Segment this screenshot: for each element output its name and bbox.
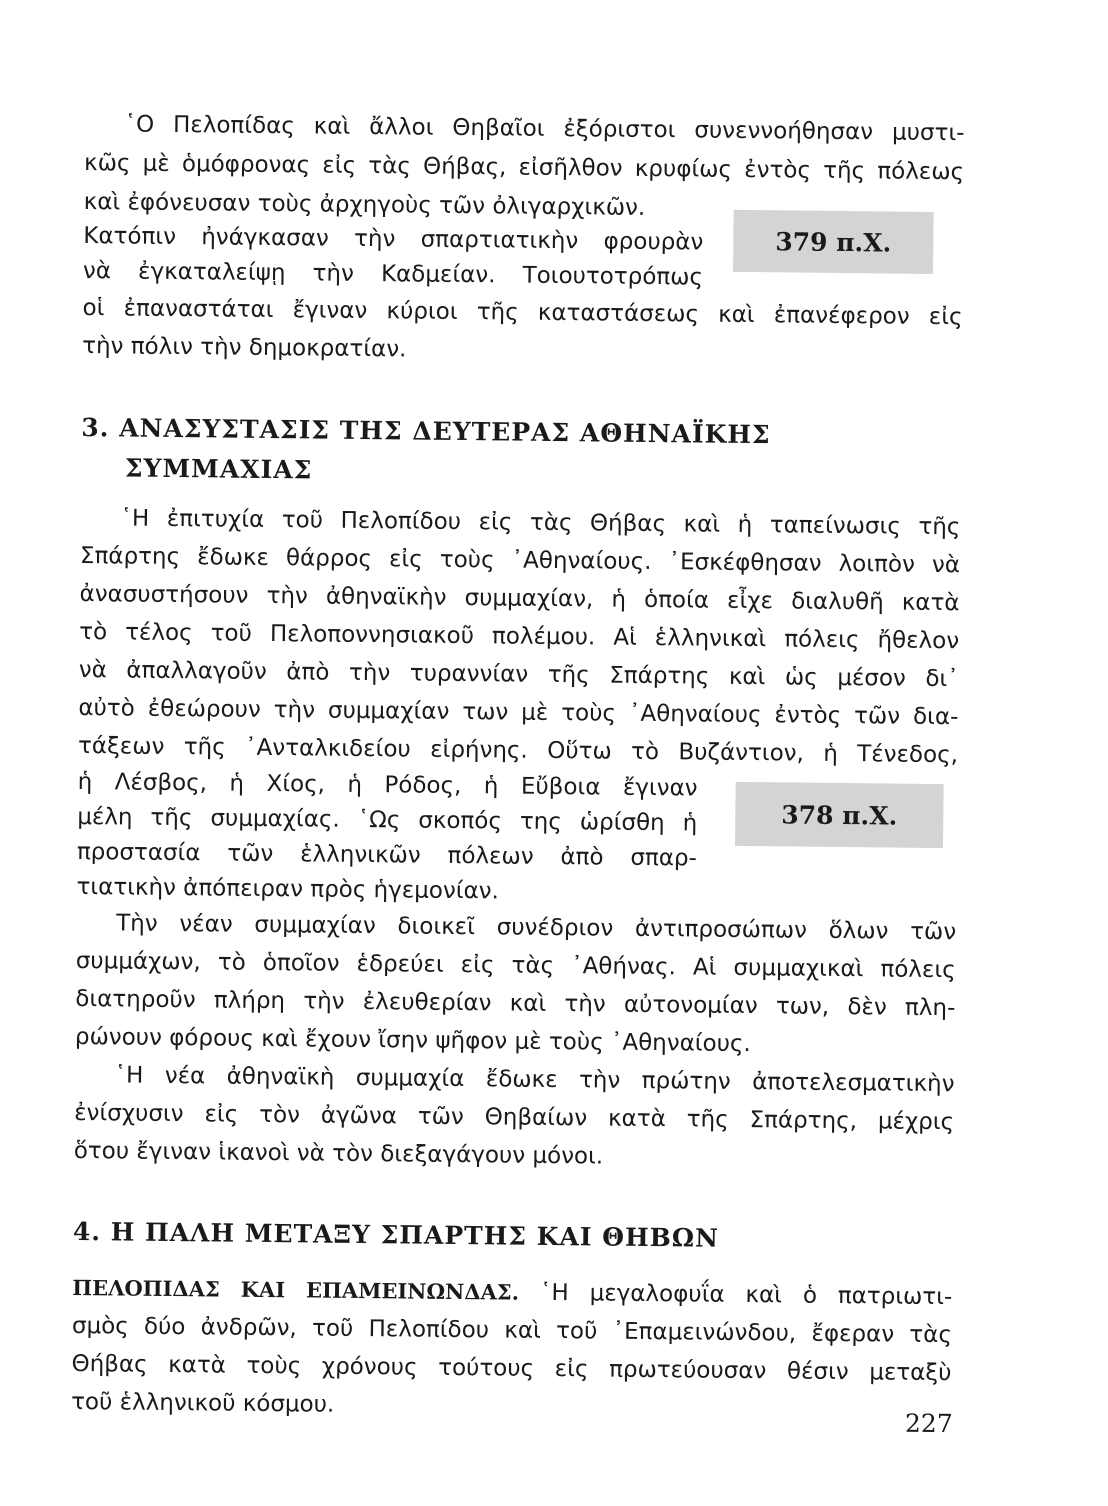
text-line: τὴν πόλιν τὴν δημοκρατίαν.: [82, 333, 407, 363]
text-line: ῾Η νέα ἀθηναϊκὴ συμμαχία ἔδωκε τὴν πρώτην ἀποτελεσματικὴν: [114, 1062, 955, 1098]
text-line: ρώνουν φόρους καὶ ἔχουν ἴσην ψῆφον μὲ τοὺς ᾿Αθηναίους.: [74, 1024, 751, 1058]
section-4-number: 4.: [72, 1216, 102, 1247]
page-number: 227: [904, 1408, 953, 1439]
text-line: Τὴν νέαν συμμαχίαν διοικεῖ συνέδριον ἀντιπροσώπων ὅλων τῶν: [116, 910, 957, 946]
text-line: μέλη τῆς συμμαχίας. ῾Ως σκοπός της ὡρίσθη ἡ: [77, 804, 698, 837]
text-line: τὸ τέλος τοῦ Πελοποννησιακοῦ πολέμου. Αἱ ἑλληνικαὶ πόλεις ἤθελον: [79, 619, 960, 655]
text-line: νὰ ἀπαλλαγοῦν ἀπὸ τὴν τυραννίαν τῆς Σπάρτης καὶ ὡς μέσον δι᾿: [78, 657, 959, 693]
section-4-heading: [73, 1217, 719, 1253]
text-line: ἀνασυστήσουν τὴν ἀθηναϊκὴν συμμαχίαν, ἡ ὁποία εἶχε διαλυθῆ κατὰ: [79, 581, 960, 617]
text-line: οἱ ἐπαναστάται ἔγιναν κύριοι τῆς καταστάσεως καὶ ἐπανέφερον εἰς: [82, 295, 963, 331]
text-line: κῶς μὲ ὁμόφρονας εἰς τὰς Θήβας, εἰσῆλθον κρυφίως ἐντὸς τῆς πόλεως: [83, 150, 965, 186]
date-label-378: 378 π.Χ.: [735, 782, 944, 848]
text-line: Σπάρτης ἔδωκε θάρρος εἰς τοὺς ᾿Αθηναίους. ᾿Εσκέφθησαν λοιπὸν νὰ: [79, 543, 961, 579]
subheading: ΠΕΛΟΠΙΔΑΣ ΚΑΙ ΕΠΑΜΕΙΝΩΝΔΑΣ.: [72, 1274, 520, 1305]
text-line: καὶ ἐφόνευσαν τοὺς ἀρχηγοὺς τῶν ὀλιγαρχικῶν.: [83, 189, 646, 221]
section-3-number: 3.: [81, 413, 110, 443]
date-label-379: 379 π.Χ.: [733, 210, 934, 274]
text-line: ἡ Λέσβος, ἡ Χίος, ἡ Ρόδος, ἡ Εὔβοια ἔγιναν: [77, 769, 698, 802]
text-line: ῾Ο Πελοπίδας καὶ ἄλλοι Θηβαῖοι ἐξόριστοι συνεννοήθησαν μυστι-: [124, 111, 965, 147]
text-line: Θήβας κατὰ τοὺς χρόνους τούτους εἰς πρωτεύουσαν θέσιν μεταξὺ: [71, 1350, 952, 1387]
text-segment: ῾Η μεγαλοφυΐα καὶ ὁ πατριωτι-: [539, 1279, 953, 1311]
section-3-title-line1: ΑΝΑΣΥΣΤΑΣΙΣ ΤΗΣ ΔΕΥΤΕΡΑΣ ΑΘΗΝΑΪΚΗΣ: [119, 413, 771, 450]
section-3-heading: [81, 413, 771, 449]
text-line: νὰ ἐγκαταλείψῃ τὴν Καδμείαν. Τοιουτοτρόπως: [82, 258, 704, 291]
text-line: τοῦ ἑλληνικοῦ κόσμου.: [71, 1388, 335, 1418]
text-line: [72, 1274, 953, 1311]
text-line: ὅτου ἔγιναν ἱκανοὶ νὰ τὸν διεξαγάγουν μόνοι.: [73, 1137, 604, 1170]
text-line: τάξεων τῆς ᾿Ανταλκιδείου εἰρήνης. Οὕτω τὸ Βυζάντιον, ἡ Τένεδος,: [77, 733, 959, 769]
text-line: σμὸς δύο ἀνδρῶν, τοῦ Πελοπίδου καὶ τοῦ ᾿Επαμεινώνδου, ἔφεραν τὰς: [71, 1312, 953, 1349]
text-line: προστασία τῶν ἑλληνικῶν πόλεων ἀπὸ σπαρ-: [76, 839, 698, 872]
section-3-title-line2: ΣΥΜΜΑΧΙΑΣ: [124, 453, 313, 485]
text-line: αὐτὸ ἐθεώρουν τὴν συμμαχίαν των μὲ τοὺς ᾿Αθηναίους ἐντὸς τῶν δια-: [78, 695, 959, 731]
text-line: ῾Η ἐπιτυχία τοῦ Πελοπίδου εἰς τὰς Θήβας καὶ ἡ ταπείνωσις τῆς: [120, 505, 961, 541]
text-line: ἐνίσχυσιν εἰς τὸν ἀγῶνα τῶν Θηβαίων κατὰ τῆς Σπάρτης, μέχρις: [74, 1099, 955, 1136]
section-4-title: Η ΠΑΛΗ ΜΕΤΑΞΥ ΣΠΑΡΤΗΣ ΚΑΙ ΘΗΒΩΝ: [110, 1217, 720, 1253]
text-line: Κατόπιν ἠνάγκασαν τὴν σπαρτιατικὴν φρουρὰν: [83, 223, 704, 256]
text-line: διατηροῦν πλήρη τὴν ἐλευθερίαν καὶ τὴν αὐτονομίαν των, δὲν πλη-: [75, 986, 956, 1022]
text-line: συμμάχων, τὸ ὁποῖον ἑδρεύει εἰς τὰς ᾿Αθήνας. Αἱ συμμαχικαὶ πόλεις: [75, 948, 956, 984]
text-line: τιατικὴν ἀπόπειραν πρὸς ἡγεμονίαν.: [76, 874, 500, 905]
